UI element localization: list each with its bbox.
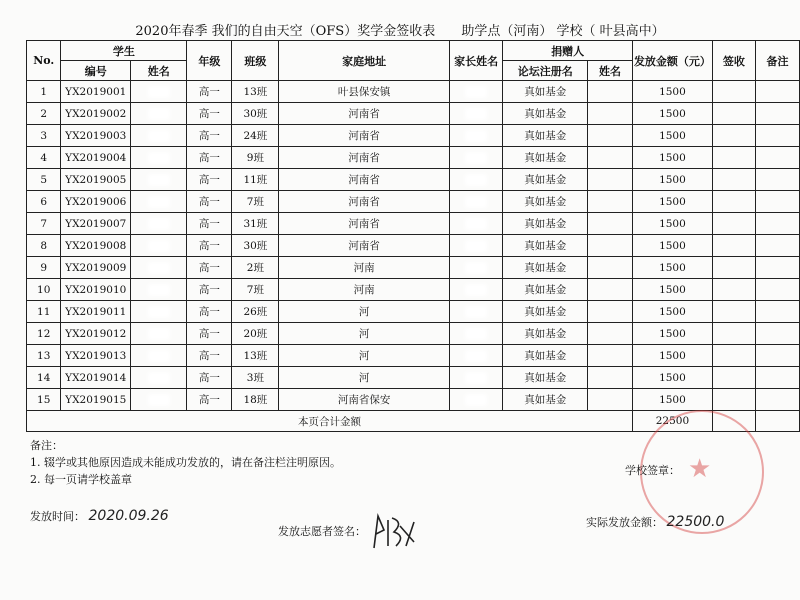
row-parent bbox=[449, 125, 503, 147]
row-remark bbox=[755, 125, 799, 147]
row-remark bbox=[755, 235, 799, 257]
row-class: 18班 bbox=[232, 389, 279, 411]
table-row bbox=[27, 367, 800, 389]
row-grade: 高一 bbox=[187, 191, 232, 213]
subtitle-text: 助学点（河南） 学校（ 叶县高中） bbox=[461, 24, 665, 39]
row-address: 河南省保安 bbox=[279, 389, 449, 411]
row-parent bbox=[449, 323, 503, 345]
table-row bbox=[27, 191, 800, 213]
row-grade: 高一 bbox=[187, 279, 232, 301]
redacted-block bbox=[148, 328, 170, 340]
table-row bbox=[27, 345, 800, 367]
row-amount: 1500 bbox=[632, 235, 712, 257]
row-address: 河南省 bbox=[279, 169, 449, 191]
row-remark bbox=[755, 169, 799, 191]
row-name bbox=[131, 257, 187, 279]
row-no: 7 bbox=[27, 213, 61, 235]
row-remark bbox=[755, 103, 799, 125]
redacted-block bbox=[465, 86, 487, 98]
row-class: 13班 bbox=[232, 345, 279, 367]
row-name bbox=[131, 103, 187, 125]
row-name bbox=[131, 125, 187, 147]
row-parent bbox=[449, 367, 503, 389]
volunteer-signature-icon bbox=[370, 512, 420, 552]
row-amount: 1500 bbox=[632, 323, 712, 345]
row-grade: 高一 bbox=[187, 147, 232, 169]
row-class: 30班 bbox=[232, 235, 279, 257]
header-student: 学生 bbox=[61, 41, 187, 61]
row-donor-name bbox=[588, 235, 633, 257]
table-row bbox=[27, 213, 800, 235]
redacted-block bbox=[148, 218, 170, 230]
row-sign bbox=[712, 257, 755, 279]
redacted-block bbox=[148, 350, 170, 362]
redacted-block bbox=[148, 86, 170, 98]
row-id: YX2019008 bbox=[61, 235, 131, 257]
row-sign bbox=[712, 301, 755, 323]
row-grade: 高一 bbox=[187, 169, 232, 191]
row-no: 1 bbox=[27, 81, 61, 103]
row-grade: 高一 bbox=[187, 257, 232, 279]
issue-date-label: 发放时间： bbox=[30, 510, 85, 523]
row-parent bbox=[449, 81, 503, 103]
row-parent bbox=[449, 389, 503, 411]
row-name bbox=[131, 169, 187, 191]
row-class: 3班 bbox=[232, 367, 279, 389]
redacted-block bbox=[465, 130, 487, 142]
row-no: 12 bbox=[27, 323, 61, 345]
row-forum: 真如基金 bbox=[503, 367, 588, 389]
row-address: 河 bbox=[279, 301, 449, 323]
header-forum: 论坛注册名 bbox=[503, 61, 588, 81]
row-address: 叶县保安镇 bbox=[279, 81, 449, 103]
row-id: YX2019012 bbox=[61, 323, 131, 345]
row-forum: 真如基金 bbox=[503, 81, 588, 103]
row-donor-name bbox=[588, 301, 633, 323]
row-class: 9班 bbox=[232, 147, 279, 169]
row-id: YX2019007 bbox=[61, 213, 131, 235]
header-remark: 备注 bbox=[755, 41, 799, 81]
table-row bbox=[27, 125, 800, 147]
row-address: 河 bbox=[279, 367, 449, 389]
table-row bbox=[27, 257, 800, 279]
row-forum: 真如基金 bbox=[503, 345, 588, 367]
table-row bbox=[27, 301, 800, 323]
row-amount: 1500 bbox=[632, 81, 712, 103]
redacted-block bbox=[148, 372, 170, 384]
row-forum: 真如基金 bbox=[503, 389, 588, 411]
row-donor-name bbox=[588, 367, 633, 389]
row-grade: 高一 bbox=[187, 125, 232, 147]
row-sign bbox=[712, 125, 755, 147]
table-row bbox=[27, 81, 800, 103]
row-class: 13班 bbox=[232, 81, 279, 103]
actual-amount bbox=[586, 514, 724, 530]
row-remark bbox=[755, 279, 799, 301]
notes-title: 备注： bbox=[30, 439, 63, 452]
redacted-block bbox=[465, 306, 487, 318]
notes-section bbox=[30, 437, 341, 488]
redacted-block bbox=[465, 152, 487, 164]
row-forum: 真如基金 bbox=[503, 323, 588, 345]
row-no: 8 bbox=[27, 235, 61, 257]
stamp-star-icon: ★ bbox=[688, 454, 712, 484]
header-donor: 捐赠人 bbox=[503, 41, 633, 61]
row-remark bbox=[755, 301, 799, 323]
row-donor-name bbox=[588, 103, 633, 125]
row-donor-name bbox=[588, 389, 633, 411]
row-sign bbox=[712, 323, 755, 345]
header-no: No. bbox=[27, 41, 61, 81]
row-id: YX2019004 bbox=[61, 147, 131, 169]
row-donor-name bbox=[588, 323, 633, 345]
table-row bbox=[27, 169, 800, 191]
row-class: 30班 bbox=[232, 103, 279, 125]
row-remark bbox=[755, 147, 799, 169]
row-forum: 真如基金 bbox=[503, 191, 588, 213]
row-grade: 高一 bbox=[187, 323, 232, 345]
redacted-block bbox=[148, 306, 170, 318]
row-id: YX2019010 bbox=[61, 279, 131, 301]
row-parent bbox=[449, 103, 503, 125]
row-remark bbox=[755, 323, 799, 345]
row-donor-name bbox=[588, 345, 633, 367]
note-item-1: 1. 辍学或其他原因造成未能成功发放的，请在备注栏注明原因。 bbox=[30, 456, 341, 469]
table-row bbox=[27, 103, 800, 125]
row-name bbox=[131, 279, 187, 301]
row-sign bbox=[712, 389, 755, 411]
row-sign bbox=[712, 345, 755, 367]
redacted-block bbox=[148, 262, 170, 274]
row-remark bbox=[755, 345, 799, 367]
row-grade: 高一 bbox=[187, 301, 232, 323]
redacted-block bbox=[465, 328, 487, 340]
row-grade: 高一 bbox=[187, 345, 232, 367]
header-grade: 年级 bbox=[187, 41, 232, 81]
row-donor-name bbox=[588, 191, 633, 213]
row-parent bbox=[449, 169, 503, 191]
row-no: 2 bbox=[27, 103, 61, 125]
row-address: 河南省 bbox=[279, 125, 449, 147]
row-id: YX2019002 bbox=[61, 103, 131, 125]
row-forum: 真如基金 bbox=[503, 169, 588, 191]
row-remark bbox=[755, 367, 799, 389]
redacted-block bbox=[148, 240, 170, 252]
row-name bbox=[131, 301, 187, 323]
row-no: 15 bbox=[27, 389, 61, 411]
row-address: 河 bbox=[279, 345, 449, 367]
row-id: YX2019005 bbox=[61, 169, 131, 191]
row-no: 3 bbox=[27, 125, 61, 147]
row-donor-name bbox=[588, 257, 633, 279]
row-grade: 高一 bbox=[187, 389, 232, 411]
row-no: 13 bbox=[27, 345, 61, 367]
row-no: 4 bbox=[27, 147, 61, 169]
redacted-block bbox=[465, 196, 487, 208]
row-forum: 真如基金 bbox=[503, 235, 588, 257]
row-amount: 1500 bbox=[632, 257, 712, 279]
row-name bbox=[131, 191, 187, 213]
issue-date-value: 2020.09.26 bbox=[88, 508, 169, 524]
header-address: 家庭地址 bbox=[279, 41, 449, 81]
title-text: 2020年春季 我们的自由天空（OFS）奖学金签收表 bbox=[135, 24, 436, 39]
row-sign bbox=[712, 235, 755, 257]
row-amount: 1500 bbox=[632, 213, 712, 235]
row-no: 10 bbox=[27, 279, 61, 301]
row-amount: 1500 bbox=[632, 279, 712, 301]
row-no: 9 bbox=[27, 257, 61, 279]
actual-amount-label: 实际发放金额： bbox=[586, 516, 663, 529]
row-grade: 高一 bbox=[187, 81, 232, 103]
header-id: 编号 bbox=[61, 61, 131, 81]
table-row bbox=[27, 147, 800, 169]
row-parent bbox=[449, 235, 503, 257]
row-name bbox=[131, 323, 187, 345]
row-address: 河南 bbox=[279, 279, 449, 301]
row-amount: 1500 bbox=[632, 103, 712, 125]
row-no: 5 bbox=[27, 169, 61, 191]
header-sign: 签收 bbox=[712, 41, 755, 81]
row-id: YX2019014 bbox=[61, 367, 131, 389]
redacted-block bbox=[148, 196, 170, 208]
row-address: 河南省 bbox=[279, 147, 449, 169]
row-address: 河南省 bbox=[279, 235, 449, 257]
row-parent bbox=[449, 279, 503, 301]
row-parent bbox=[449, 257, 503, 279]
row-amount: 1500 bbox=[632, 345, 712, 367]
note-item-2: 2. 每一页请学校盖章 bbox=[30, 473, 132, 486]
row-remark bbox=[755, 213, 799, 235]
row-forum: 真如基金 bbox=[503, 301, 588, 323]
row-grade: 高一 bbox=[187, 103, 232, 125]
redacted-block bbox=[465, 372, 487, 384]
row-no: 11 bbox=[27, 301, 61, 323]
table-row bbox=[27, 235, 800, 257]
row-address: 河南省 bbox=[279, 103, 449, 125]
table-row bbox=[27, 323, 800, 345]
row-donor-name bbox=[588, 213, 633, 235]
row-sign bbox=[712, 191, 755, 213]
redacted-block bbox=[465, 174, 487, 186]
scholarship-table bbox=[26, 40, 800, 432]
row-sign bbox=[712, 147, 755, 169]
table-row bbox=[27, 389, 800, 411]
redacted-block bbox=[148, 152, 170, 164]
row-sign bbox=[712, 279, 755, 301]
issue-date bbox=[30, 508, 169, 524]
redacted-block bbox=[465, 284, 487, 296]
row-id: YX2019003 bbox=[61, 125, 131, 147]
row-name bbox=[131, 235, 187, 257]
row-amount: 1500 bbox=[632, 367, 712, 389]
table-row bbox=[27, 279, 800, 301]
row-id: YX2019011 bbox=[61, 301, 131, 323]
row-parent bbox=[449, 345, 503, 367]
header-parent: 家长姓名 bbox=[449, 41, 503, 81]
row-no: 14 bbox=[27, 367, 61, 389]
row-class: 20班 bbox=[232, 323, 279, 345]
row-class: 2班 bbox=[232, 257, 279, 279]
row-remark bbox=[755, 257, 799, 279]
row-name bbox=[131, 81, 187, 103]
row-forum: 真如基金 bbox=[503, 103, 588, 125]
redacted-block bbox=[148, 108, 170, 120]
row-sign bbox=[712, 367, 755, 389]
row-name bbox=[131, 367, 187, 389]
row-class: 31班 bbox=[232, 213, 279, 235]
redacted-block bbox=[148, 130, 170, 142]
row-sign bbox=[712, 169, 755, 191]
redacted-block bbox=[465, 262, 487, 274]
row-address: 河南省 bbox=[279, 191, 449, 213]
redacted-block bbox=[465, 350, 487, 362]
row-forum: 真如基金 bbox=[503, 257, 588, 279]
total-label: 本页合计金额 bbox=[27, 411, 633, 432]
redacted-block bbox=[148, 284, 170, 296]
row-class: 11班 bbox=[232, 169, 279, 191]
row-remark bbox=[755, 191, 799, 213]
row-name bbox=[131, 389, 187, 411]
redacted-block bbox=[465, 108, 487, 120]
header-class: 班级 bbox=[232, 41, 279, 81]
row-grade: 高一 bbox=[187, 367, 232, 389]
row-donor-name bbox=[588, 147, 633, 169]
row-donor-name bbox=[588, 279, 633, 301]
row-parent bbox=[449, 191, 503, 213]
redacted-block bbox=[465, 218, 487, 230]
row-donor-name bbox=[588, 169, 633, 191]
row-grade: 高一 bbox=[187, 213, 232, 235]
row-class: 7班 bbox=[232, 279, 279, 301]
row-grade: 高一 bbox=[187, 235, 232, 257]
redacted-block bbox=[148, 174, 170, 186]
row-no: 6 bbox=[27, 191, 61, 213]
school-sign-label: 学校签章： bbox=[625, 464, 680, 477]
row-parent bbox=[449, 147, 503, 169]
row-sign bbox=[712, 103, 755, 125]
row-id: YX2019013 bbox=[61, 345, 131, 367]
row-id: YX2019015 bbox=[61, 389, 131, 411]
row-name bbox=[131, 147, 187, 169]
row-amount: 1500 bbox=[632, 191, 712, 213]
row-address: 河南省 bbox=[279, 213, 449, 235]
actual-amount-value: 22500.0 bbox=[666, 514, 725, 530]
volunteer-sign bbox=[278, 512, 420, 552]
row-id: YX2019009 bbox=[61, 257, 131, 279]
row-amount: 1500 bbox=[632, 389, 712, 411]
total-remark-cell bbox=[755, 411, 799, 432]
row-forum: 真如基金 bbox=[503, 279, 588, 301]
row-id: YX2019001 bbox=[61, 81, 131, 103]
row-class: 26班 bbox=[232, 301, 279, 323]
row-id: YX2019006 bbox=[61, 191, 131, 213]
row-sign bbox=[712, 213, 755, 235]
row-class: 7班 bbox=[232, 191, 279, 213]
row-amount: 1500 bbox=[632, 301, 712, 323]
total-amount: 22500 bbox=[632, 411, 712, 432]
row-class: 24班 bbox=[232, 125, 279, 147]
document-title bbox=[0, 20, 800, 39]
row-parent bbox=[449, 213, 503, 235]
header-amount: 发放金额（元） bbox=[632, 41, 712, 81]
header-donor-name: 姓名 bbox=[588, 61, 633, 81]
row-name bbox=[131, 345, 187, 367]
row-amount: 1500 bbox=[632, 169, 712, 191]
row-forum: 真如基金 bbox=[503, 125, 588, 147]
header-name: 姓名 bbox=[131, 61, 187, 81]
row-sign bbox=[712, 81, 755, 103]
row-donor-name bbox=[588, 125, 633, 147]
row-remark bbox=[755, 389, 799, 411]
row-forum: 真如基金 bbox=[503, 213, 588, 235]
row-donor-name bbox=[588, 81, 633, 103]
row-address: 河 bbox=[279, 323, 449, 345]
row-parent bbox=[449, 301, 503, 323]
row-amount: 1500 bbox=[632, 125, 712, 147]
row-name bbox=[131, 213, 187, 235]
volunteer-sign-label: 发放志愿者签名： bbox=[278, 525, 366, 538]
redacted-block bbox=[465, 240, 487, 252]
row-remark bbox=[755, 81, 799, 103]
redacted-block bbox=[148, 394, 170, 406]
row-forum: 真如基金 bbox=[503, 147, 588, 169]
redacted-block bbox=[465, 394, 487, 406]
row-address: 河南 bbox=[279, 257, 449, 279]
row-amount: 1500 bbox=[632, 147, 712, 169]
